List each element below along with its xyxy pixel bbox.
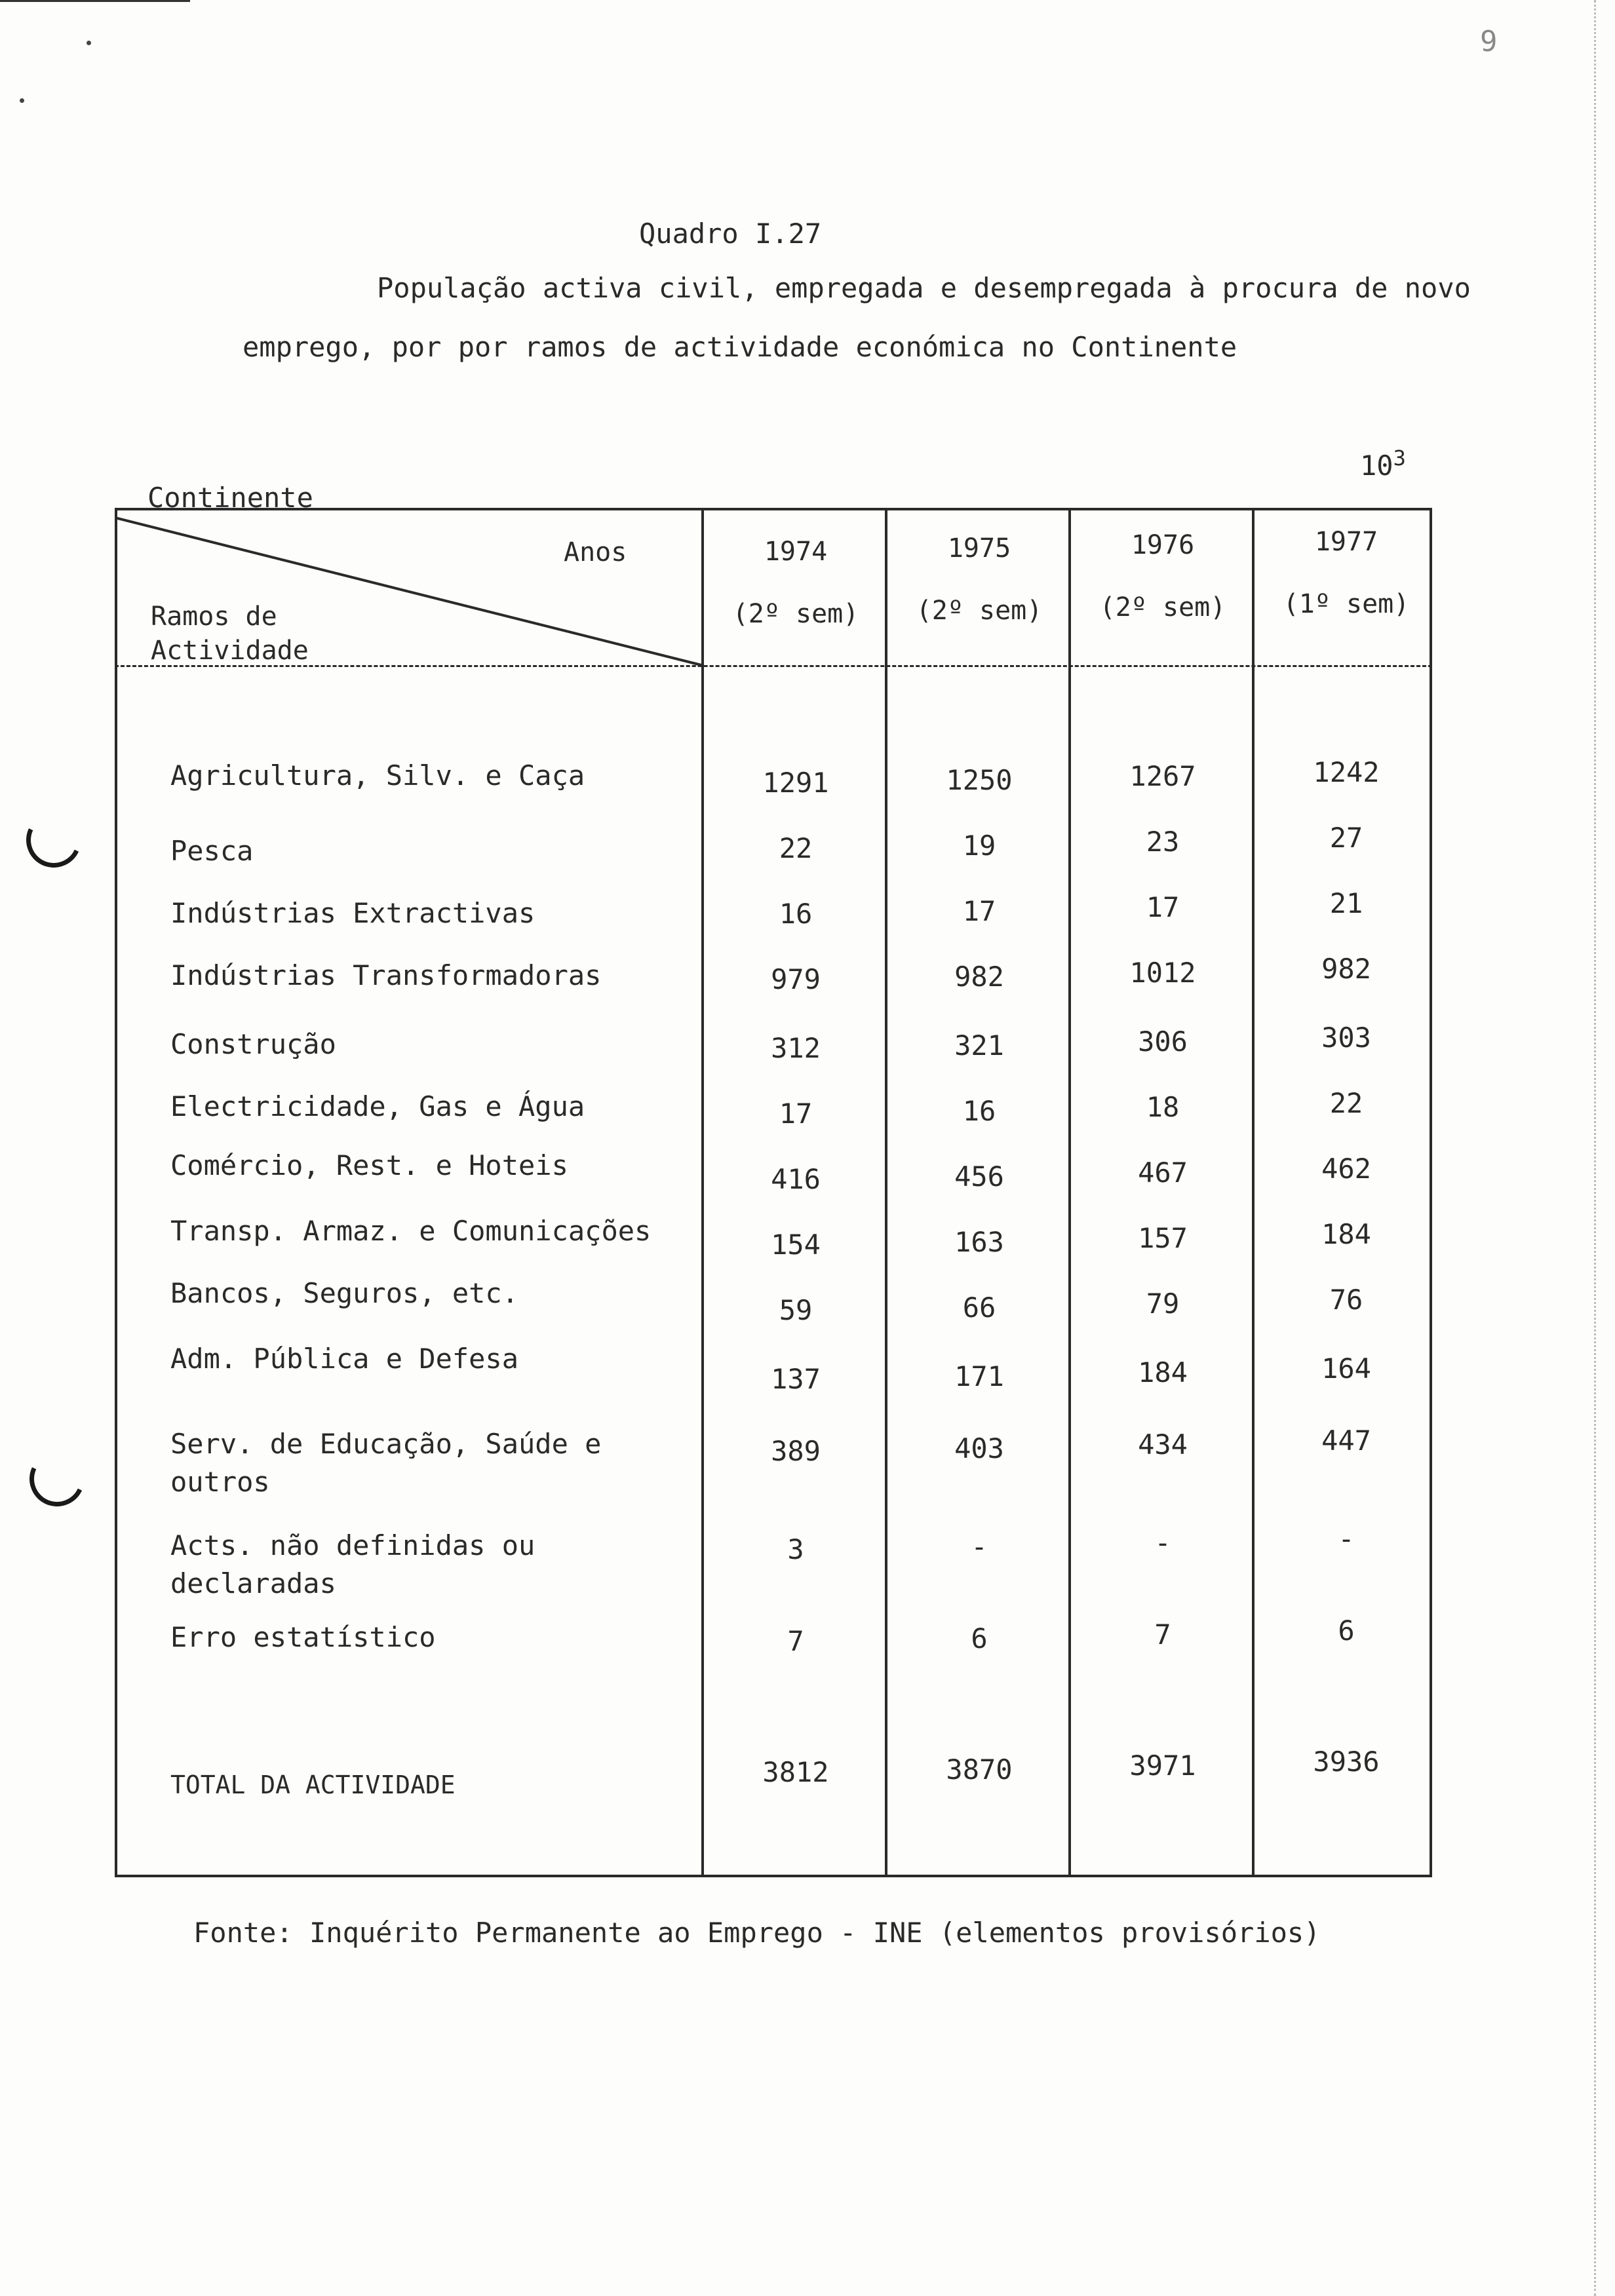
table-title: Quadro I.27 xyxy=(639,218,822,250)
table-cell: 434 xyxy=(1138,1428,1188,1461)
table-cell: 79 xyxy=(1146,1288,1180,1320)
table-cell: 19 xyxy=(962,830,996,862)
header-ramos: Ramos de Actividade xyxy=(151,602,309,666)
column-divider xyxy=(1068,508,1071,1877)
data-table xyxy=(115,508,1432,1877)
header-anos: Anos xyxy=(564,537,627,567)
table-cell: 6 xyxy=(1338,1615,1355,1647)
row-label: Indústrias Transformadoras xyxy=(170,959,602,991)
table-cell: 59 xyxy=(779,1294,813,1326)
table-cell: 6 xyxy=(971,1622,988,1655)
table-cell: 389 xyxy=(771,1435,821,1467)
table-cell: 22 xyxy=(779,832,813,864)
table-cell: 16 xyxy=(779,898,813,930)
table-cell: 154 xyxy=(771,1229,821,1261)
punch-hole-mark xyxy=(22,1444,92,1514)
table-cell: 456 xyxy=(954,1160,1004,1193)
scan-speck xyxy=(20,98,24,103)
year-header-1976: 1976 (2º sem) xyxy=(1099,530,1226,622)
table-cell: 157 xyxy=(1138,1222,1188,1254)
row-label: Electricidade, Gas e Água xyxy=(170,1090,585,1122)
row-label: Comércio, Rest. e Hoteis xyxy=(170,1149,568,1181)
table-cell: 306 xyxy=(1138,1025,1188,1058)
row-label: Construção xyxy=(170,1028,336,1060)
table-cell: 17 xyxy=(962,895,996,927)
table-cell: 18 xyxy=(1146,1091,1180,1123)
table-cell: 403 xyxy=(954,1432,1004,1464)
total-cell: 3812 xyxy=(762,1756,829,1788)
table-cell: 27 xyxy=(1329,822,1363,854)
table-cell: 184 xyxy=(1321,1218,1371,1250)
unit-label: $10^3$ xyxy=(1360,446,1406,482)
table-cell: 462 xyxy=(1321,1153,1371,1185)
table-cell: 321 xyxy=(954,1029,1004,1062)
subtitle-line-1: População activa civil, empregada e desempregada à procura de novo xyxy=(377,272,1471,304)
row-label: Indústrias Extractivas xyxy=(170,897,535,929)
table-cell: 447 xyxy=(1321,1425,1371,1457)
table-cell: 312 xyxy=(771,1032,821,1064)
year-header-1977: 1977 (1º sem) xyxy=(1283,527,1410,619)
table-cell: 1267 xyxy=(1129,760,1196,792)
total-label: TOTAL DA ACTIVIDADE xyxy=(170,1770,456,1799)
table-cell: 23 xyxy=(1146,826,1180,858)
scan-page-edge xyxy=(1594,0,1599,2296)
row-label: Adm. Pública e Defesa xyxy=(170,1343,519,1375)
table-cell: - xyxy=(971,1531,988,1563)
table-cell: 467 xyxy=(1138,1157,1188,1189)
table-cell: 163 xyxy=(954,1226,1004,1258)
total-cell: 3936 xyxy=(1313,1746,1380,1778)
table-cell: 1242 xyxy=(1313,756,1380,788)
table-cell: 1291 xyxy=(762,767,829,799)
punch-hole-mark xyxy=(18,805,89,875)
row-label: Serv. de Educação, Saúde e outros xyxy=(170,1428,602,1498)
table-cell: 164 xyxy=(1321,1352,1371,1385)
row-label: Pesca xyxy=(170,835,254,867)
table-cell: 22 xyxy=(1329,1087,1363,1119)
scan-corner-line xyxy=(0,0,190,2)
row-label: Acts. não definidas ou declaradas xyxy=(170,1529,535,1599)
table-cell: 1012 xyxy=(1129,957,1196,989)
table-cell: - xyxy=(1154,1527,1171,1559)
table-cell: - xyxy=(1338,1523,1355,1555)
source-note: Fonte: Inquérito Permanente ao Emprego - INE (elementos provisórios) xyxy=(193,1917,1321,1949)
table-cell: 184 xyxy=(1138,1356,1188,1388)
table-cell: 17 xyxy=(1146,891,1180,923)
table-subtitle xyxy=(243,259,1488,377)
table-cell: 979 xyxy=(771,963,821,995)
table-cell: 1250 xyxy=(946,764,1013,796)
table-cell: 982 xyxy=(954,961,1004,993)
table-cell: 66 xyxy=(962,1292,996,1324)
region-label: Continente xyxy=(147,482,313,514)
total-cell: 3870 xyxy=(946,1753,1013,1786)
table-cell: 982 xyxy=(1321,953,1371,985)
table-cell: 416 xyxy=(771,1163,821,1195)
subtitle-line-2: emprego, por por ramos de actividade económica no Continente xyxy=(243,331,1237,363)
table-cell: 76 xyxy=(1329,1284,1363,1316)
row-label: Agricultura, Silv. e Caça xyxy=(170,759,585,792)
table-cell: 3 xyxy=(787,1533,804,1565)
table-cell: 7 xyxy=(787,1625,804,1657)
year-header-1974: 1974 (2º sem) xyxy=(732,537,859,629)
total-cell: 3971 xyxy=(1129,1750,1196,1782)
page-number: 9 xyxy=(1480,25,1498,58)
column-divider xyxy=(1252,508,1255,1877)
table-cell: 303 xyxy=(1321,1022,1371,1054)
table-cell: 17 xyxy=(779,1098,813,1130)
table-cell: 171 xyxy=(954,1360,1004,1392)
year-header-1975: 1975 (2º sem) xyxy=(916,533,1043,626)
table-cell: 137 xyxy=(771,1363,821,1395)
row-label: Erro estatístico xyxy=(170,1621,436,1653)
row-label: Transp. Armaz. e Comunicações xyxy=(170,1215,652,1247)
table-cell: 21 xyxy=(1329,887,1363,919)
table-cell: 7 xyxy=(1154,1618,1171,1651)
row-label: Bancos, Seguros, etc. xyxy=(170,1277,519,1309)
scan-speck xyxy=(87,41,91,45)
table-cell: 16 xyxy=(962,1095,996,1127)
